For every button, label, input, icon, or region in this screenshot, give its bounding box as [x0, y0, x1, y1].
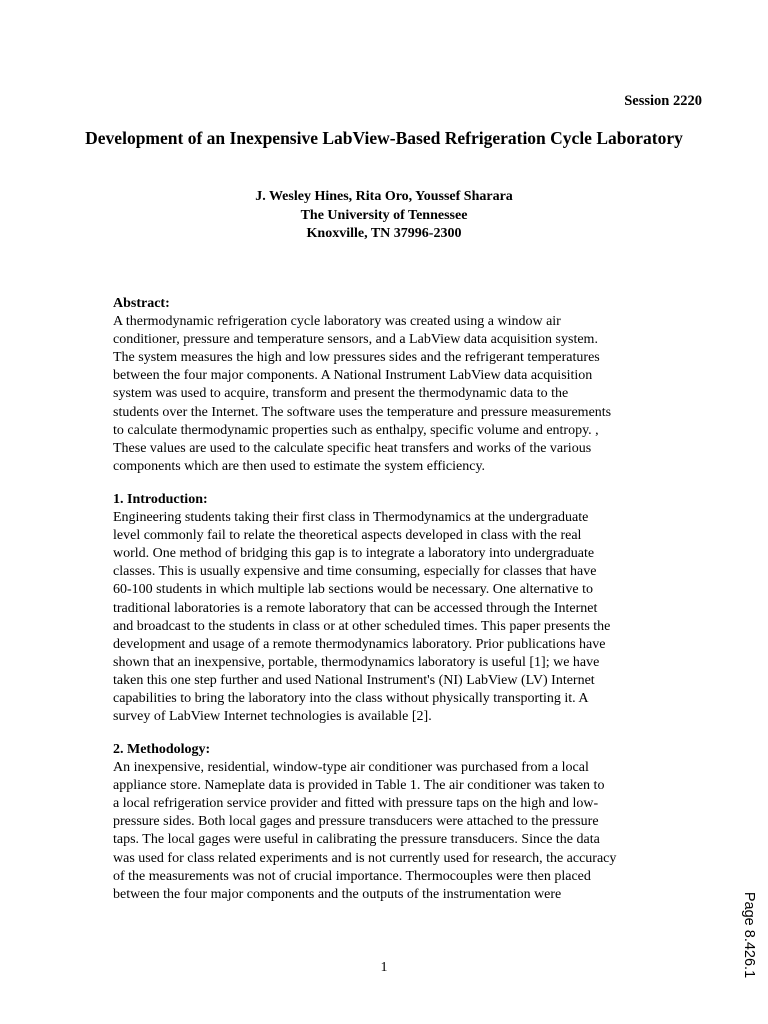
- methodology-section: [113, 741, 658, 904]
- introduction-body: Engineering students taking their first class in Thermodynamics at the undergraduate level commonly fail to relate the theoretical aspects developed in class with the real world. One method of bridging this gap is to integrate a laboratory into undergraduate classes. This is usually expensive and time consuming, especially for classes that have 60-100 students in which multiple lab sections would be necessary. One alternative to traditional laboratories is a remote laboratory that can be accessed through the Internet and broadcast to the students in class or at other scheduled times. This paper presents the development and usage of a remote thermodynamics laboratory. Prior publications have shown that an inexpensive, portable, thermodynamics laboratory is useful [1]; we have taken this one step further and used National Instrument's (NI) LabView (LV) Internet capabilities to bring the laboratory into the class without physically transporting it. A survey of LabView Internet technologies is available [2].: [113, 510, 611, 725]
- introduction-heading: 1. Introduction:: [113, 492, 208, 507]
- abstract-body: A thermodynamic refrigeration cycle laboratory was created using a window air conditioner, pressure and temperature sensors, and a LabView data acquisition system. The system measures the high and low pressures sides and the refrigerant temperatures between the four major components. A National Instrument LabView data acquisition system was used to acquire, transform and present the thermodynamic data to the students over the Internet. The software uses the temperature and pressure measurements to calculate thermodynamic properties such as enthalpy, specific volume and entropy. , These values are used to the calculate specific heat transfers and works of the various components which are then used to estimate the system efficiency.: [113, 314, 612, 474]
- author-affiliation: The University of Tennessee: [300, 207, 468, 223]
- session-label: Session 2220: [624, 93, 702, 109]
- methodology-body: An inexpensive, residential, window-type air conditioner was purchased from a local appliance store. Nameplate data is provided in Table 1. The air conditioner was taken to a local refrigeration service provider and fitted with pressure taps on the high and low- pressure sides. Both local gages and pressure transducers were attached to the pressure taps. The local gages were useful in calibrating the pressure transducers. Since the data was used for class related experiments and is not currently used for research, the accuracy of the measurements was not of crucial importance. Thermocouples were then placed between the four major components and the outputs of the instrumentation were: [113, 760, 617, 902]
- introduction-section: [113, 491, 658, 726]
- methodology-heading: 2. Methodology:: [113, 742, 211, 757]
- abstract-heading: Abstract:: [113, 296, 170, 311]
- author-block: [70, 188, 698, 244]
- paper-title: Development of an Inexpensive LabView-Based Refrigeration Cycle Laboratory: [85, 128, 683, 148]
- page-number: 1: [380, 960, 388, 975]
- author-names: J. Wesley Hines, Rita Oro, Youssef Sharara: [255, 189, 513, 204]
- side-page-label: Page 8.426.1: [741, 891, 757, 979]
- abstract-section: [113, 295, 658, 476]
- author-address: Knoxville, TN 37996-2300: [306, 226, 462, 241]
